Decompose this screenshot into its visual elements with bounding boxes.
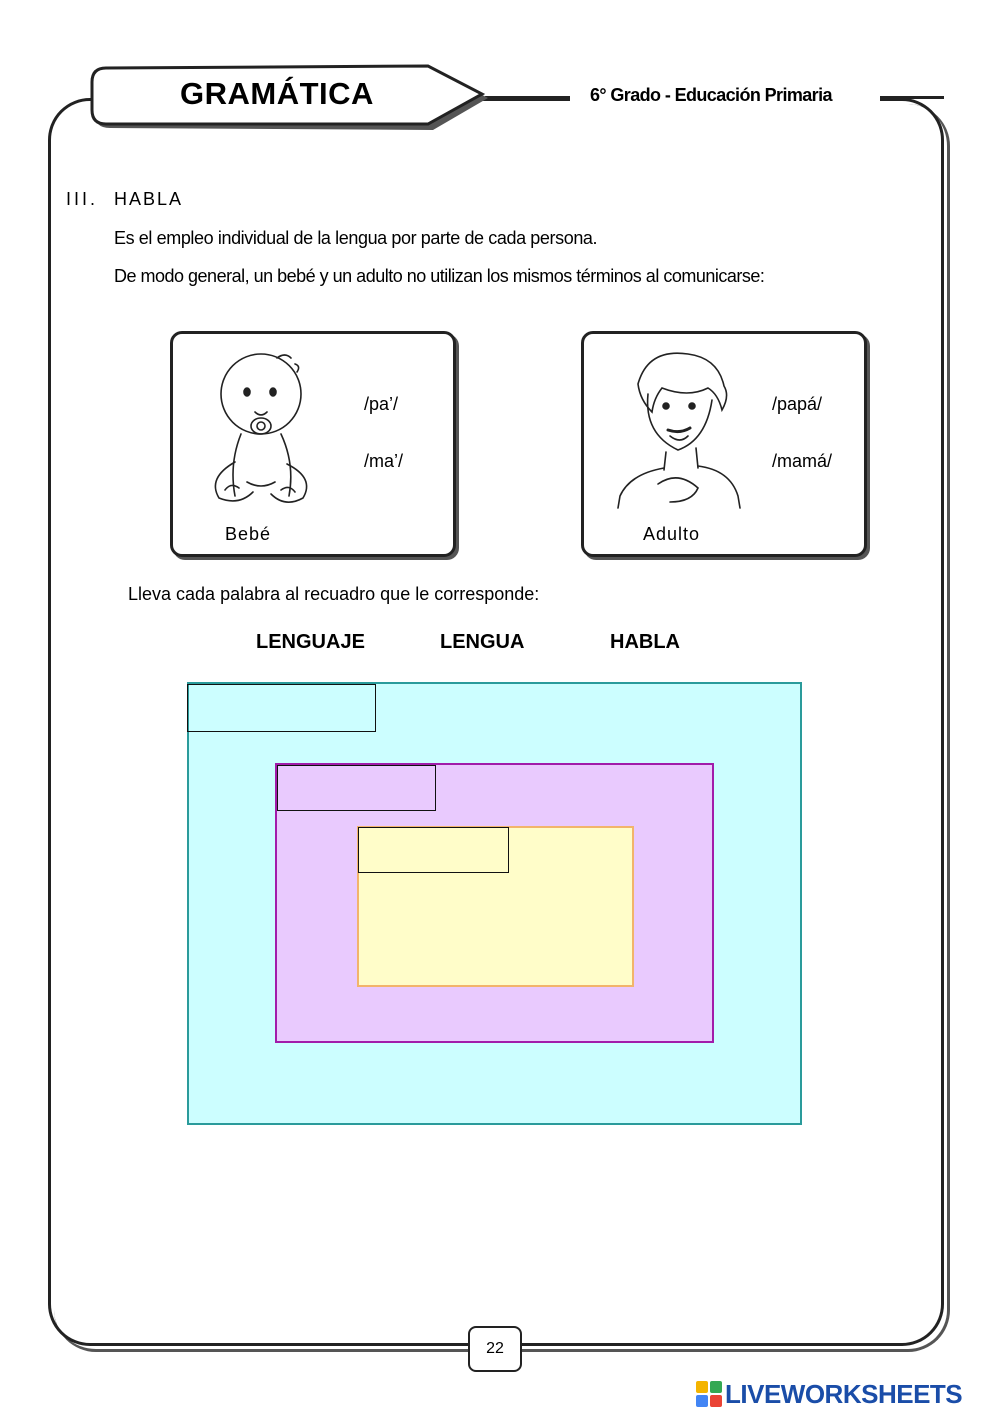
- adult-word-1: /papá/: [772, 394, 823, 414]
- example-paragraph: De modo general, un bebé y un adulto no utilizan los mismos términos al comunicarse:: [114, 266, 765, 286]
- section-number: III.: [66, 189, 99, 209]
- brand-name: LIVEWORKSHEETS: [725, 1378, 963, 1409]
- section-title: HABLA: [114, 189, 184, 209]
- drop-zone-middle[interactable]: [277, 765, 436, 811]
- definition-paragraph: Es el empleo individual de la lengua por parte de cada persona.: [114, 228, 598, 248]
- baby-word-1: /pa’/: [364, 394, 399, 414]
- header-rule-right: [880, 96, 944, 99]
- brand-logo: [696, 1378, 962, 1410]
- choice-lengua[interactable]: LENGUA: [440, 631, 525, 653]
- page-title: GRAMÁTICA: [180, 76, 374, 111]
- brand-logo-icon: [696, 1381, 722, 1407]
- baby-card: [170, 331, 456, 557]
- adult-card: [581, 331, 867, 557]
- drop-zone-outer[interactable]: [187, 684, 376, 732]
- page-number: 22: [468, 1326, 522, 1372]
- adult-caption: Adulto: [643, 524, 701, 544]
- drop-zone-inner[interactable]: [358, 827, 509, 873]
- baby-caption: Bebé: [225, 524, 272, 544]
- choice-lenguaje[interactable]: LENGUAJE: [256, 631, 365, 653]
- adult-illustration: [608, 344, 748, 514]
- adult-word-2: /mamá/: [772, 451, 833, 471]
- baby-word-2: /ma’/: [364, 451, 404, 471]
- grade-label: 6° Grado - Educación Primaria: [590, 85, 832, 105]
- exercise-instruction: Lleva cada palabra al recuadro que le corresponde:: [128, 584, 540, 604]
- choice-habla[interactable]: HABLA: [610, 631, 680, 653]
- baby-illustration: [195, 342, 325, 512]
